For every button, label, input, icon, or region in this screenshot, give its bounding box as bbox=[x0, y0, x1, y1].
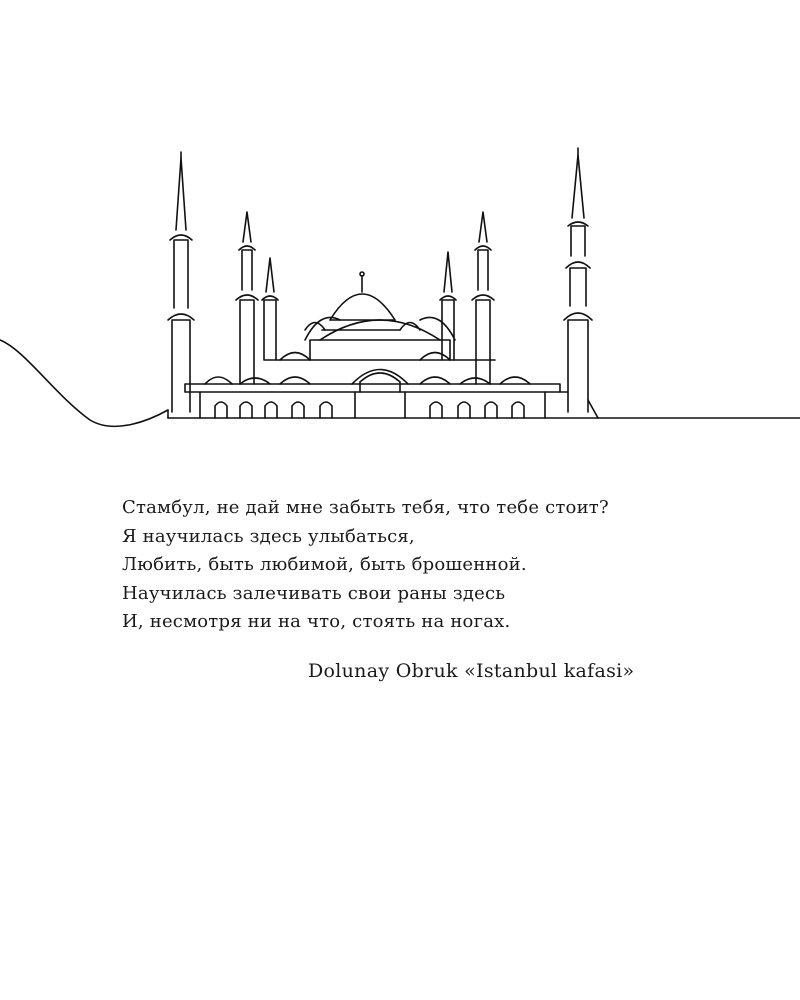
poem-attribution: Dolunay Obruk «Istanbul kafasi» bbox=[308, 660, 635, 682]
poem-line: Стамбул, не дай мне забыть тебя, что тебе стоит? bbox=[122, 497, 609, 518]
mosque-line-art-icon bbox=[0, 130, 800, 440]
poem-line: Я научилась здесь улыбаться, bbox=[122, 525, 415, 547]
poem bbox=[122, 494, 682, 637]
mosque-line-art bbox=[0, 130, 800, 440]
poem-line: Любить, быть любимой, быть брошенной. bbox=[122, 554, 527, 575]
poem-line: И, несмотря ни на что, стоять на ногах. bbox=[122, 611, 511, 632]
poem-line: Научилась залечивать свои раны здесь bbox=[122, 582, 506, 604]
